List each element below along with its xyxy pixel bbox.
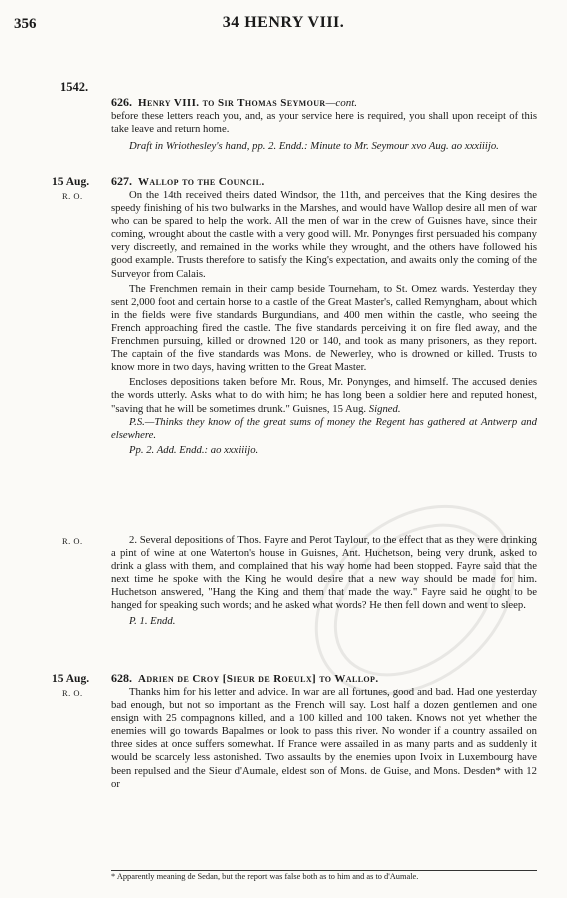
entry-627-para-3-text: Encloses depositions taken before Mr. Rous, Mr. Ponynges, and himself. The accused denies the words utterly. Asks what to do with him; he has long been a soldier here and reputed honest, "saving that he will be sometimes drunk." Guisnes, 15 Aug. <box>111 376 537 415</box>
entry-626-cont: —cont. <box>325 97 358 109</box>
entry-627-postscript: P.S.—Thinks they know of the great sums of money the Regent has gathered at Antwerp and elsewhere. <box>111 415 537 441</box>
page-header <box>0 14 567 36</box>
entry-627 <box>111 175 537 457</box>
entry-627-source: R. O. <box>62 191 83 201</box>
entry-627-para-3 <box>111 376 537 415</box>
entry-626-number: 626. <box>111 95 132 109</box>
entry-628-number: 628. <box>111 671 132 685</box>
entry-626-note: Draft in Wriothesley's hand, pp. 2. Endd.: Minute to Mr. Seymour xvo Aug. ao xxxiiijo. <box>129 140 499 153</box>
entry-627-title: Wallop to the Council. <box>138 176 265 188</box>
entry-627-number: 627. <box>111 174 132 188</box>
entry-626-title: Henry VIII. to Sir Thomas Seymour <box>138 97 326 109</box>
year-label: 1542. <box>60 80 89 94</box>
entry-627-heading <box>111 175 537 189</box>
entry-627-signed: Signed. <box>368 402 401 415</box>
entry-628 <box>111 672 537 791</box>
entry-627-2-text: 2. Several depositions of Thos. Fayre and Perot Taylour, to the effect that as they were drinking a pint of wine at one Waterton's house in Guisnes, Ant. Huchetson, being very drunk, asked to drink a glass with them, and complained that his way home had been stopped. Fayre said that the next time he spoke with the King he would desire that a new way should be made for him. Huchetson answered, "Hang the King and them that made the way." Fayre said he ought to be hanged for speaking such words; and he asked what words? He then fell down and went to sleep. <box>111 534 537 612</box>
entry-628-date: 15 Aug. <box>52 673 90 685</box>
entry-626-text: before these letters reach you, and, as your service here is required, you shall upon receipt of this take leave and return home. <box>111 110 537 136</box>
entry-626-heading <box>111 96 537 110</box>
entry-628-text: Thanks him for his letter and advice. In war are all fortunes, good and bad. Had one yesterday bad enough, but not so important as the French will say. Lost half a dozen gentlemen and one ensign with 25 compagnons killed, and a 100 killed and 100 taken. Knows not yet whether the enemies will go towards Bapalmes or look to pass this river. No wonder if a country assailed on three sides at once suffers somewhat. If France were assailed in as many parts and as suddenly it would be scarcely less astonished. Two assaults by the enemies upon Ivoix in Luxembourg have been repulsed and the Sieur d'Aumale, eldest son of Mons. de Guise, and Mons. Desden* with 12 or <box>111 686 537 790</box>
entry-627-para-1: On the 14th received theirs dated Windsor, the 11th, and perceives that the King desires the speedy finishing of his two bulwarks in the Marshes, and would have Wallop desire all men of war who can be spared to help the work. All the men of war in the crew of Guisnes have, since their coming, wrought about the castle with a very good will. Mr. Ponynges first persuaded his company very discreetly, and remained in the works while they wrought, and the others have followed his good example. Trusts therefore to satisfy the King's expectation, and awaits only the coming of the Surveyor from Calais. <box>111 189 537 280</box>
entry-627-2 <box>111 534 537 628</box>
entry-627-para-2: The Frenchmen remain in their camp beside Tourneham, to St. Omez wards. Yesterday they sent 2,000 foot and certain horse to a castle of the Great Master's, called Remyngham, about which in the fields were five standards Burgundians, and 400 men within the castle, who seeing the French approaching fired the castle. The five standards perceiving it on fire fled away, and the Frenchmen pursuing, killed or drowned 120 or 140, and took as many prisoners, as they report. The captain of the five standards was Mons. de Newerley, who is drowned or killed. Trusts to know more in two days, having written to the Great Master. <box>111 282 537 374</box>
entry-627-2-source: R. O. <box>62 536 83 546</box>
entry-628-source: R. O. <box>62 688 83 698</box>
entry-627-2-endorsement: P. 1. Endd. <box>129 614 176 627</box>
entry-628-title: Adrien de Croy [Sieur de Roeulx] to Wallop. <box>138 673 379 685</box>
entry-628-heading <box>111 672 537 686</box>
page-number: 356 <box>14 16 37 32</box>
entry-627-endorsement: Pp. 2. Add. Endd.: ao xxxiiijo. <box>129 443 259 456</box>
footnote: * Apparently meaning de Sedan, but the report was false both as to him and as to d'Aumale. <box>111 872 419 881</box>
entry-626 <box>111 96 537 153</box>
footnote-rule <box>111 870 537 871</box>
entry-627-date: 15 Aug. <box>52 176 90 188</box>
running-head: 34 HENRY VIII. <box>222 14 345 31</box>
